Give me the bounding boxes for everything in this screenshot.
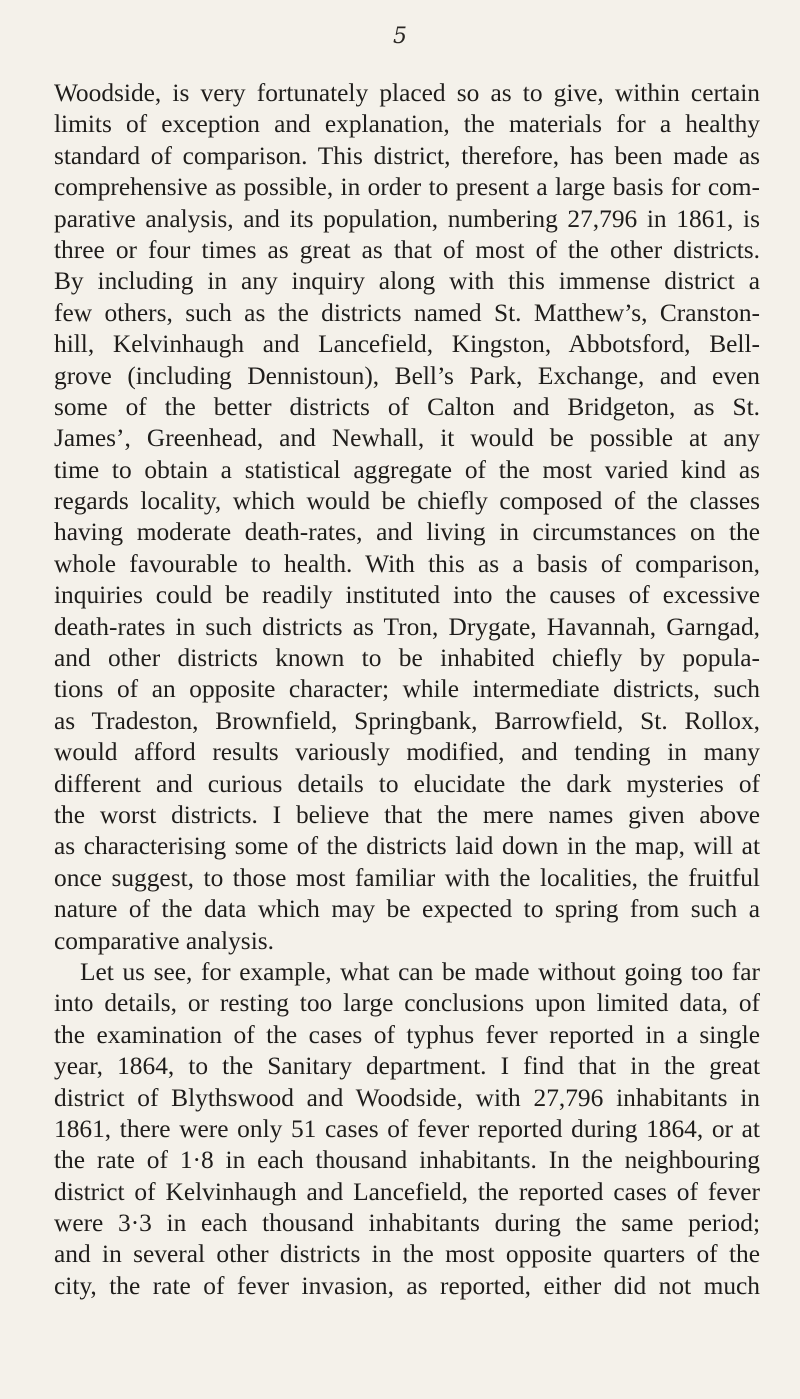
text-line: comprehensive as possible, in order to present a large basis for com-	[54, 173, 760, 202]
text-line: were 3·3 in each thousand inhabitants during the same period;	[54, 1209, 760, 1238]
text-line: city, the rate of fever invasion, as reported, either did not much	[54, 1271, 760, 1300]
text-line: year, 1864, to the Sanitary department. I find that in the great	[54, 1052, 760, 1081]
text-line: Let us see, for example, what can be made without going too far	[80, 957, 760, 986]
text-line: would afford results variously modified, and tending in many	[54, 738, 760, 767]
text-line: as characterising some of the districts laid down in the map, will at	[54, 832, 760, 861]
text-line: By including in any inquiry along with this immense district a	[54, 267, 760, 296]
text-line: and in several other districts in the most opposite quarters of the	[54, 1240, 760, 1269]
text-line: having moderate death-rates, and living in circumstances on the	[54, 518, 760, 547]
text-line: as Tradeston, Brownfield, Springbank, Barrowfield, St. Rollox,	[54, 706, 760, 735]
text-line: standard of comparison. This district, therefore, has been made as	[54, 141, 760, 170]
text-line: time to obtain a statistical aggregate of the most varied kind as	[54, 455, 760, 484]
text-line: the rate of 1·8 in each thousand inhabitants. In the neighbouring	[54, 1146, 760, 1175]
text-line: whole favourable to health. With this as a basis of comparison,	[54, 549, 760, 578]
text-line: Woodside, is very fortunately placed so as to give, within certain	[54, 79, 760, 107]
text-line: district of Kelvinhaugh and Lancefield, the reported cases of fever	[54, 1177, 760, 1206]
text-line: parative analysis, and its population, numbering 27,796 in 1861, is	[54, 204, 760, 233]
text-line: inquiries could be readily instituted into the causes of excessive	[54, 581, 760, 610]
body-text	[54, 78, 760, 1302]
text-line: hill, Kelvinhaugh and Lancefield, Kingston, Abbotsford, Bell-	[54, 330, 760, 359]
text-line: limits of exception and explanation, the materials for a healthy	[54, 110, 760, 139]
text-line: the examination of the cases of typhus fever reported in a single	[54, 1020, 760, 1049]
text-line: death-rates in such districts as Tron, Drygate, Havannah, Garngad,	[54, 612, 760, 641]
page-number: 5	[393, 24, 407, 49]
text-line: few others, such as the districts named St. Matthew’s, Cranston-	[54, 298, 760, 327]
text-line: nature of the data which may be expected to spring from such a	[54, 895, 760, 924]
text-line: the worst districts. I believe that the mere names given above	[54, 800, 760, 829]
text-line: different and curious details to elucidate the dark mysteries of	[54, 769, 760, 798]
text-line: comparative analysis.	[54, 926, 274, 955]
text-line: district of Blythswood and Woodside, with 27,796 inhabitants in	[54, 1083, 760, 1112]
text-line: and other districts known to be inhabited chiefly by popula-	[54, 644, 760, 673]
text-line: grove (including Dennistoun), Bell’s Park, Exchange, and even	[54, 361, 760, 390]
text-line: once suggest, to those most familiar with the localities, the fruitful	[54, 863, 760, 892]
text-line: three or four times as great as that of most of the other districts.	[54, 235, 760, 264]
text-line: some of the better districts of Calton and Bridgeton, as St.	[54, 392, 760, 421]
text-line: into details, or resting too large conclusions upon limited data, of	[54, 989, 760, 1018]
text-line: James’, Greenhead, and Newhall, it would be possible at any	[54, 424, 760, 453]
text-line: 1861, there were only 51 cases of fever reported during 1864, or at	[54, 1114, 760, 1143]
text-line: tions of an opposite character; while intermediate districts, such	[54, 675, 760, 704]
text-line: regards locality, which would be chiefly composed of the classes	[54, 487, 760, 516]
